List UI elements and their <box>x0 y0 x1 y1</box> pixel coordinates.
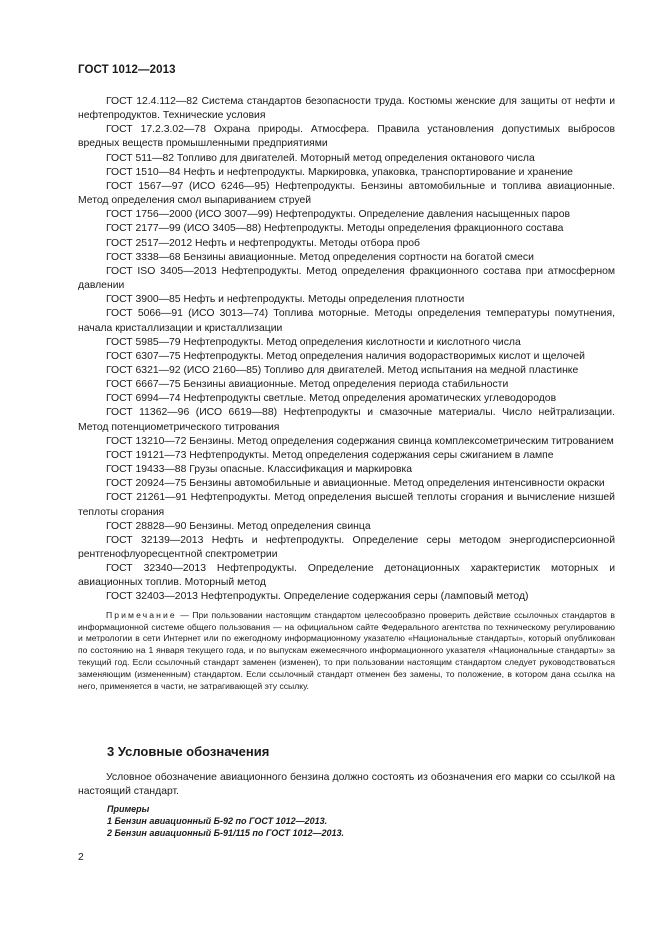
reference-item: ГОСТ 5066—91 (ИСО 3013—74) Топлива моторные. Методы определения температуры помутнения, начала кристаллизации и кристаллизации <box>78 308 615 334</box>
reference-item: ГОСТ 32403—2013 Нефтепродукты. Определение содержания серы (ламповый метод) <box>106 591 529 603</box>
page-header: ГОСТ 1012—2013 <box>78 64 176 76</box>
note-label: Примечание <box>106 609 177 620</box>
note <box>78 610 615 693</box>
page-number: 2 <box>78 852 84 863</box>
reference-item: ГОСТ ISO 3405—2013 Нефтепродукты. Метод определения фракционного состава при атмосферном давлении <box>78 265 615 292</box>
example-item: 1 Бензин авиационный Б-92 по ГОСТ 1012—2013. <box>107 816 328 827</box>
section-body: Условное обозначение авиационного бензина должно состоять из обозначения его марки со ссылкой на настоящий стандарт. <box>78 772 615 798</box>
reference-item: ГОСТ 1567—97 (ИСО 6246—95) Нефтепродукты. Бензины автомобильные и топлива авиационные. Метод определения смол выпариванием струей <box>78 180 615 207</box>
section-title: 3 Условные обозначения <box>107 744 270 759</box>
reference-item: ГОСТ 13210—72 Бензины. Метод определения содержания свинца комплексометрическим титрованием <box>106 435 614 447</box>
reference-item: ГОСТ 6667—75 Бензины авиационные. Метод определения периода стабильности <box>106 379 509 391</box>
reference-item: ГОСТ 5985—79 Нефтепродукты. Метод определения кислотности и кислотного числа <box>106 336 521 348</box>
reference-item: ГОСТ 19433—88 Грузы опасные. Классификация и маркировка <box>106 464 413 476</box>
reference-item: ГОСТ 1756—2000 (ИСО 3007—99) Нефтепродукты. Определение давления насыщенных паров <box>106 209 571 221</box>
reference-item: ГОСТ 28828—90 Бензины. Метод определения свинца <box>106 520 371 532</box>
reference-item: ГОСТ 2177—99 (ИСО 3405—88) Нефтепродукты. Методы определения фракционного состава <box>106 223 564 235</box>
normative-references <box>78 95 615 693</box>
note-text: — При пользовании настоящим стандартом целесообразно проверить действие ссылочных стандартов в информационной системе общего пользования — на официальном сайте Федерального агентства по техническому регулированию и метрологии в сети Интернет или по ежегодному информационному указателю «Национальные стандарты», который опубликован по состоянию на 1 января текущего года, и по выпускам ежемесячного информационного указателя «Национальные стандарты» за текущий год. Если ссылочный стандарт заменен (изменен), то при пользовании настоящим стандартом следует руководствоваться заменяющим (измененным) стандартом. Если ссылочный стандарт отменен без замены, то положение, в котором дана ссылка на него, применяется в части, не затрагивающей эту ссылку. <box>78 609 615 692</box>
reference-item: ГОСТ 17.2.3.02—78 Охрана природы. Атмосфера. Правила установления допустимых выбросов вредных веществ промышленными предприятиями <box>78 124 615 150</box>
reference-item: ГОСТ 3900—85 Нефть и нефтепродукты. Методы определения плотности <box>106 294 465 306</box>
reference-item: ГОСТ 11362—96 (ИСО 6619—88) Нефтепродукты и смазочные материалы. Число нейтрализации. Метод потенциометрического титрования <box>78 407 615 433</box>
reference-item: ГОСТ 32340—2013 Нефтепродукты. Определение детонационных характеристик моторных и авиационных топлив. Моторный метод <box>78 563 615 589</box>
reference-item: ГОСТ 1510—84 Нефть и нефтепродукты. Маркировка, упаковка, транспортирование и хранение <box>106 166 573 178</box>
reference-item: ГОСТ 511—82 Топливо для двигателей. Моторный метод определения октанового числа <box>106 152 535 164</box>
reference-item: ГОСТ 19121—73 Нефтепродукты. Метод определения содержания серы сжиганием в лампе <box>106 449 554 461</box>
reference-item: ГОСТ 2517—2012 Нефть и нефтепродукты. Методы отбора проб <box>106 237 420 249</box>
examples-heading: Примеры <box>107 804 150 814</box>
reference-item: ГОСТ 21261—91 Нефтепродукты. Метод определения высшей теплоты сгорания и вычисление низшей теплоты сгорания <box>78 492 615 518</box>
reference-item: ГОСТ 12.4.112—82 Система стандартов безопасности труда. Костюмы женские для защиты от нефти и нефтепродуктов. Технические условия <box>78 96 615 122</box>
example-item: 2 Бензин авиационный Б-91/115 по ГОСТ 1012—2013. <box>107 828 344 839</box>
reference-item: ГОСТ 6307—75 Нефтепродукты. Метод определения наличия водорастворимых кислот и щелочей <box>106 350 585 362</box>
examples-block <box>107 803 615 840</box>
reference-item: ГОСТ 6994—74 Нефтепродукты светлые. Метод определения ароматических углеводородов <box>106 393 557 405</box>
reference-item: ГОСТ 3338—68 Бензины авиационные. Метод определения сортности на богатой смеси <box>106 251 534 263</box>
reference-item: ГОСТ 6321—92 (ИСО 2160—85) Топливо для двигателей. Метод испытания на медной пластинке <box>106 364 579 376</box>
reference-item: ГОСТ 32139—2013 Нефть и нефтепродукты. Определение серы методом энергодисперсионной рентгенофлуоресцентной спектрометрии <box>78 534 615 560</box>
reference-item: ГОСТ 20924—75 Бензины автомобильные и авиационные. Метод определения интенсивности окраски <box>106 478 605 490</box>
